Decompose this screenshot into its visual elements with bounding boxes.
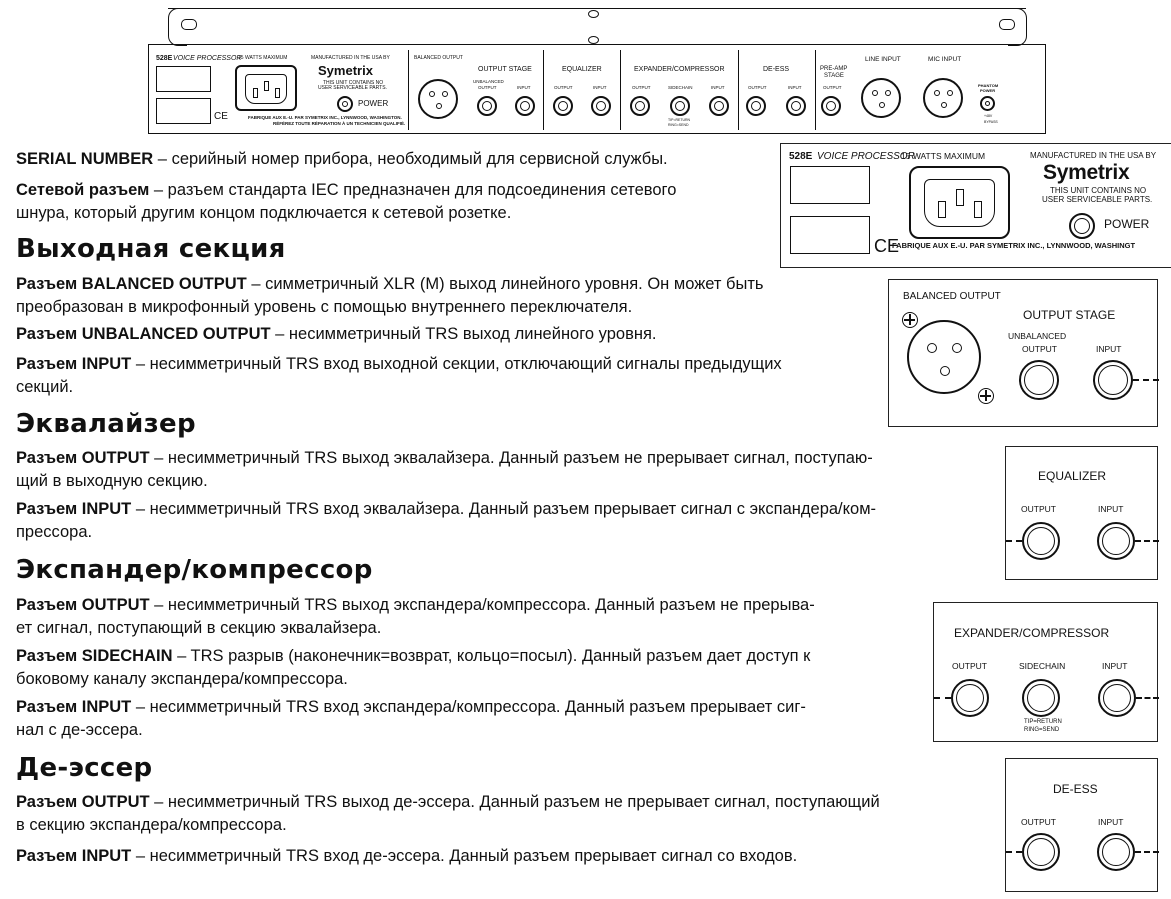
bal-term: Разъем BALANCED OUTPUT <box>16 275 247 293</box>
power-switch[interactable] <box>337 96 353 112</box>
sep-4 <box>815 50 816 130</box>
comp-input-text <box>16 696 926 742</box>
ce-mark: CE <box>214 111 228 122</box>
eq-output-label: OUTPUT <box>554 85 573 90</box>
power-detail-box <box>780 143 1171 268</box>
pd-serial-plate <box>790 166 870 204</box>
mount-hole-left <box>181 19 197 30</box>
os-unbalanced-label: UNBALANCED <box>1008 331 1067 341</box>
iec-power-inlet[interactable] <box>235 65 297 111</box>
equalizer-detail-box <box>1005 446 1158 580</box>
cd-sidechain-label: SIDECHAIN <box>1019 661 1066 671</box>
cd-right-dash <box>1136 697 1159 699</box>
mains-desc-1: – разъем стандарта IEC предназначен для подсоединения сетевого <box>149 181 677 199</box>
pre-amp-label: PRE-AMP <box>820 66 848 72</box>
symetrix-logo: Symetrix <box>318 63 373 78</box>
unbal-output-label: OUTPUT <box>478 85 497 90</box>
ded-input-jack[interactable] <box>1097 833 1135 871</box>
de-ess-detail-box <box>1005 758 1158 892</box>
comp-sidechain-label: SIDECHAIN <box>668 85 693 90</box>
de-out-desc-2: в секцию экспандера/компрессора. <box>16 816 287 834</box>
serial-term: SERIAL NUMBER <box>16 150 154 168</box>
os-input-label-detail: INPUT <box>1096 344 1122 354</box>
comp-output-text <box>16 594 926 640</box>
cd-input-jack[interactable] <box>1098 679 1136 717</box>
os-input-label: INPUT <box>517 85 531 90</box>
rear-panel-illustration <box>148 8 1048 136</box>
ded-output-jack[interactable] <box>1022 833 1060 871</box>
os-balanced-xlr[interactable] <box>907 320 981 394</box>
ded-output-label: OUTPUT <box>1021 817 1056 827</box>
no-parts-2: USER SERVICEABLE PARTS. <box>318 85 387 91</box>
eqd-output-jack[interactable] <box>1022 522 1060 560</box>
tip-return-label: TIP=RETURN <box>668 118 691 122</box>
os-balanced-output-label: BALANCED OUTPUT <box>903 291 1001 302</box>
output-stage-label: OUTPUT STAGE <box>478 66 532 73</box>
eqd-output-label: OUTPUT <box>1021 504 1056 514</box>
heading-equalizer: Эквалайзер <box>16 409 196 439</box>
pd-iec-inlet[interactable] <box>909 166 1010 239</box>
heading-output-section: Выходная секция <box>16 234 286 264</box>
cd-sidechain-jack[interactable] <box>1022 679 1060 717</box>
comp-input-label: INPUT <box>711 85 725 90</box>
de-out-desc-1: – несимметричный TRS выход де-эссера. Данный разъем не прерывает сигнал, поступающий <box>149 793 880 811</box>
comp-sidechain-text <box>16 645 926 691</box>
bal-desc-2: преобразован в микрофонный уровень с помощью внутреннего переключателя. <box>16 298 633 316</box>
de-output-label: OUTPUT <box>748 85 767 90</box>
de-out-term: Разъем OUTPUT <box>16 793 150 811</box>
top-hole-1 <box>588 10 599 18</box>
ded-right-dash <box>1135 851 1159 853</box>
mic-input-xlr[interactable] <box>923 78 963 118</box>
pd-power-label: POWER <box>1104 217 1150 231</box>
pd-symetrix-logo: Symetrix <box>1043 161 1130 184</box>
watts-label: 15 WATTS MAXIMUM <box>238 55 288 61</box>
phantom-plus48: +48V <box>984 114 993 118</box>
comp-sc-desc-1: – TRS разрыв (наконечник=возврат, кольцо=посыл). Данный разъем дает доступ к <box>172 647 811 665</box>
serial-number-text <box>16 148 766 171</box>
serial-desc: – серийный номер прибора, необходимый для сервисной службы. <box>153 150 668 168</box>
heading-compressor: Экспандер/компрессор <box>16 555 373 585</box>
comp-out-desc-1: – несимметричный TRS выход экспандера/компрессора. Данный разъем не прерыва- <box>149 596 815 614</box>
mains-term: Сетевой разъем <box>16 181 150 199</box>
eq-out-desc-1: – несимметричный TRS выход эквалайзера. Данный разъем не прерывает сигнал, поступаю- <box>149 449 873 467</box>
comp-in-desc-2: нал с де-эссера. <box>16 721 143 739</box>
de-output-text <box>16 791 1001 837</box>
eq-input-label: INPUT <box>593 85 607 90</box>
output-stage-detail-box <box>888 279 1158 427</box>
pre-output-label: OUTPUT <box>823 85 842 90</box>
fab-line-2: RÉFÉREZ TOUTE RÉPARATION À UN TECHNICIEN QUALIFIÉ. <box>273 121 406 126</box>
power-label: POWER <box>358 99 389 108</box>
phantom-label-1: PHANTOM <box>978 83 999 88</box>
pd-ce-mark: CE <box>874 236 900 256</box>
de-input-jack[interactable] <box>786 96 806 116</box>
pd-no-parts-2: USER SERVICEABLE PARTS. <box>1042 195 1153 204</box>
pre-amp-stage-label: STAGE <box>824 73 844 79</box>
os-input-jack-detail[interactable] <box>1093 360 1133 400</box>
comp-output-label: OUTPUT <box>632 85 651 90</box>
de-output-jack[interactable] <box>746 96 766 116</box>
bal-desc-1: – симметричный XLR (M) выход линейного уровня. Он может быть <box>246 275 764 293</box>
eq-in-desc-2: прессора. <box>16 523 93 541</box>
ded-input-label: INPUT <box>1098 817 1124 827</box>
comp-label: EXPANDER/COMPRESSOR <box>634 66 725 73</box>
eqd-input-jack[interactable] <box>1097 522 1135 560</box>
os-input-dash <box>1133 379 1159 381</box>
os-unbal-output-jack[interactable] <box>1019 360 1059 400</box>
mains-text <box>16 179 766 225</box>
os-output-label: OUTPUT <box>1022 344 1057 354</box>
heading-de-esser: Де-эссер <box>16 753 153 783</box>
comp-sidechain-jack[interactable] <box>670 96 690 116</box>
out-in-desc-1: – несимметричный TRS вход выходной секции, отключающий сигналы предыдущих <box>131 355 782 373</box>
eq-out-term: Разъем OUTPUT <box>16 449 150 467</box>
comp-output-jack[interactable] <box>630 96 650 116</box>
sep-1 <box>543 50 544 130</box>
eq-out-desc-2: щий в выходную секцию. <box>16 472 208 490</box>
pd-fab-line: FABRIQUE AUX E.-U. PAR SYMETRIX INC., LYNNWOOD, WASHINGT <box>892 241 1136 250</box>
os-screw-top <box>902 312 918 328</box>
mic-input-label: MIC INPUT <box>928 56 962 63</box>
cd-ring-send: RING=SEND <box>1024 727 1060 733</box>
comp-sc-desc-2: боковому каналу экспандера/компрессора. <box>16 670 348 688</box>
unbal-desc: – несимметричный TRS выход линейного уровня. <box>270 325 657 343</box>
output-input-text <box>16 353 886 399</box>
eq-input-jack[interactable] <box>591 96 611 116</box>
made-in-label: MANUFACTURED IN THE USA BY <box>311 55 390 61</box>
cd-input-label: INPUT <box>1102 661 1128 671</box>
pre-output-jack[interactable] <box>821 96 841 116</box>
balanced-output-label: BALANCED OUTPUT <box>414 55 463 61</box>
label-plate <box>156 98 211 124</box>
eqd-input-label: INPUT <box>1098 504 1124 514</box>
balanced-output-xlr[interactable] <box>418 79 458 119</box>
de-ess-label: DE-ESS <box>763 66 790 73</box>
balanced-output-text <box>16 273 876 319</box>
de-input-text <box>16 845 1001 868</box>
model-name: VOICE PROCESSOR <box>173 55 242 62</box>
os-output-stage-label: OUTPUT STAGE <box>1023 308 1116 322</box>
serial-plate <box>156 66 211 92</box>
pd-label-plate <box>790 216 870 254</box>
pd-model: 528E <box>789 151 813 162</box>
unbalanced-label: UNBALANCED <box>473 79 504 84</box>
comp-input-jack[interactable] <box>709 96 729 116</box>
pd-watts: 15 WATTS MAXIMUM <box>901 151 986 161</box>
ring-send-label: RING=SEND <box>668 123 689 127</box>
eq-output-text <box>16 447 996 493</box>
mains-desc-2: шнура, который другим концом подключается к сетевой розетке. <box>16 204 512 222</box>
cd-output-label: OUTPUT <box>952 661 987 671</box>
panel-divider <box>408 50 409 130</box>
eq-label: EQUALIZER <box>562 66 602 73</box>
eq-output-jack[interactable] <box>553 96 573 116</box>
out-in-desc-2: секций. <box>16 378 74 396</box>
pd-no-parts-1: THIS UNIT CONTAINS NO <box>1050 186 1147 195</box>
cd-tip-return: TIP=RETURN <box>1024 719 1062 725</box>
line-input-xlr[interactable] <box>861 78 901 118</box>
comp-in-desc-1: – несимметричный TRS вход экспандера/компрессора. Данный разъем прерывает сиг- <box>131 698 806 716</box>
eqd-right-dash <box>1135 540 1159 542</box>
unbal-term: Разъем UNBALANCED OUTPUT <box>16 325 271 343</box>
mount-hole-right <box>999 19 1015 30</box>
cd-output-jack[interactable] <box>951 679 989 717</box>
os-input-jack[interactable] <box>515 96 535 116</box>
no-parts-1: THIS UNIT CONTAINS NO <box>323 80 384 86</box>
out-in-term: Разъем INPUT <box>16 355 132 373</box>
unbal-output-jack[interactable] <box>477 96 497 116</box>
pd-model-name: VOICE PROCESSOR <box>817 151 915 162</box>
unbalanced-output-text <box>16 323 876 346</box>
de-input-label: INPUT <box>788 85 802 90</box>
phantom-bypass: BYPASS <box>984 120 998 124</box>
eq-in-desc-1: – несимметричный TRS вход эквалайзера. Данный разъем прерывает сигнал с экспандера/ком- <box>131 500 877 518</box>
sep-2 <box>620 50 621 130</box>
comp-in-term: Разъем INPUT <box>16 698 132 716</box>
comp-out-term: Разъем OUTPUT <box>16 596 150 614</box>
phantom-label-2: POWER <box>980 88 996 93</box>
ded-label: DE-ESS <box>1053 782 1098 796</box>
eq-input-text <box>16 498 996 544</box>
os-screw-bottom <box>978 388 994 404</box>
line-input-label: LINE INPUT <box>865 56 901 63</box>
cd-left-dash <box>934 697 951 699</box>
pd-power-switch[interactable] <box>1069 213 1095 239</box>
cd-label: EXPANDER/COMPRESSOR <box>954 626 1110 640</box>
eq-in-term: Разъем INPUT <box>16 500 132 518</box>
comp-sc-term: Разъем SIDECHAIN <box>16 647 173 665</box>
de-in-term: Разъем INPUT <box>16 847 132 865</box>
fab-line-1: FABRIQUE AUX E.-U. PAR SYMETRIX INC., LYNNWOOD, WASHINGTON. <box>248 115 402 120</box>
comp-out-desc-2: ет сигнал, поступающий в секцию эквалайзера. <box>16 619 382 637</box>
de-in-desc: – несимметричный TRS вход де-эссера. Данный разъем прерывает сигнал со входов. <box>131 847 798 865</box>
compressor-detail-box <box>933 602 1158 742</box>
eqd-label: EQUALIZER <box>1038 469 1107 483</box>
phantom-switch[interactable] <box>980 96 995 111</box>
top-hole-2 <box>588 36 599 44</box>
ded-left-dash <box>1006 851 1022 853</box>
pd-made-in: MANUFACTURED IN THE USA BY <box>1030 151 1157 160</box>
model-number: 528E <box>156 55 173 62</box>
sep-3 <box>738 50 739 130</box>
eqd-left-dash <box>1006 540 1022 542</box>
